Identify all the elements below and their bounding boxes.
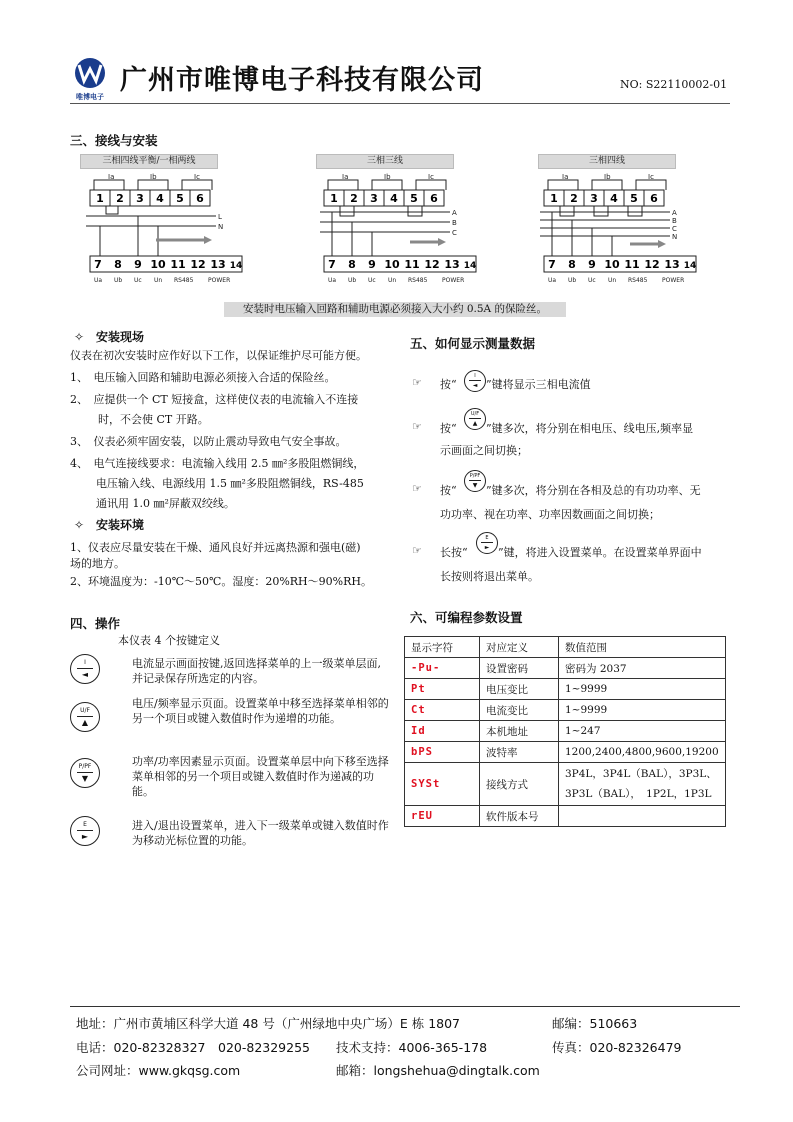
svg-text:Uc: Uc [368, 277, 376, 284]
lcd-code: Ct [405, 700, 480, 721]
key-enter-desc: 进入/退出设置菜单，进入下一级菜单或键入数值时作为移动光标位置的功能。 [132, 819, 389, 847]
param-def: 波特率 [480, 742, 559, 763]
svg-text:POWER: POWER [442, 277, 465, 284]
svg-text:13: 13 [664, 258, 680, 271]
pointing-hand-icon: ☞ [412, 482, 422, 495]
operation-title: 四、操作 [70, 616, 121, 631]
table-row [405, 763, 726, 806]
svg-text:13: 13 [444, 258, 460, 271]
key-voltage-icon: U/F ▲ [464, 408, 486, 430]
svg-text:11: 11 [624, 258, 640, 271]
svg-text:12: 12 [424, 258, 440, 271]
terminal-block-bottom [90, 256, 242, 272]
svg-text:8: 8 [348, 258, 356, 271]
svg-text:13: 13 [210, 258, 226, 271]
lcd-code: -Pu- [405, 658, 480, 679]
svg-text:7: 7 [328, 258, 336, 271]
fuse-note: 安装时电压输入回路和辅助电源必须接入大小约 0.5A 的保险丝。 [224, 302, 566, 317]
current-label-ia: Ia [108, 173, 115, 181]
param-range: 3P4L，3P4L（BAL），3P3L、 3P3L（BAL）， 1P2L，1P3L [559, 763, 726, 806]
svg-text:7: 7 [94, 258, 102, 271]
footer-postcode: 邮编：510663 [552, 1016, 638, 1031]
key-power-desc: 功率/功率因素显示页面。设置菜单层中向下移至选择菜单相邻的另一个项目或键入数值时作为递减的功能。 [132, 755, 389, 798]
document-number: NO: S22110002-01 [620, 78, 728, 91]
svg-text:Ia: Ia [342, 173, 349, 181]
install-site-item-4-cont1: 电压输入线、电源线用 1.5 ㎜²多股阻燃铜线，RS-485 [96, 477, 364, 490]
svg-text:6: 6 [196, 192, 204, 205]
param-def: 本机地址 [480, 721, 559, 742]
svg-text:12: 12 [644, 258, 660, 271]
svg-text:C: C [452, 229, 457, 237]
company-name: 广州市唯博电子科技有限公司 [120, 65, 484, 96]
svg-text:5: 5 [176, 192, 184, 205]
logo-mark-icon [70, 56, 110, 90]
terminal-block-top [90, 190, 210, 206]
line-label-l: L [218, 213, 222, 221]
svg-text:3: 3 [590, 192, 598, 205]
key-power-icon: P/PF ▼ [464, 470, 486, 492]
svg-text:5: 5 [410, 192, 418, 205]
svg-text:12: 12 [190, 258, 206, 271]
svg-text:2: 2 [350, 192, 358, 205]
svg-text:1: 1 [330, 192, 338, 205]
svg-text:Ic: Ic [648, 173, 654, 181]
svg-text:B: B [672, 217, 677, 225]
footer-address: 地址：广州市黄埔区科学大道 48 号（广州绿地中央广场）E 栋 1807 [76, 1016, 461, 1031]
pointing-hand-icon: ☞ [412, 420, 422, 433]
svg-text:Ib: Ib [604, 173, 611, 181]
install-site-item-4-cont2: 通讯用 1.0 ㎜²屏蔽双绞线。 [96, 497, 235, 510]
install-site-item-2: 2、 应提供一个 CT 短接盒，这样使仪表的电流输入不连接 [70, 393, 359, 406]
key-power-button[interactable]: P/PF ▼ [70, 758, 100, 788]
footer-support: 技术支持：4006-365-178 [336, 1040, 488, 1055]
footer-email-link[interactable]: 邮箱：longshehua@dingtalk.com [336, 1063, 540, 1078]
param-def: 电压变比 [480, 679, 559, 700]
wiring-diagram-3p4l [540, 172, 700, 286]
svg-text:Ub: Ub [348, 277, 357, 284]
param-range [559, 806, 726, 827]
param-table [404, 636, 726, 827]
svg-text:Ua: Ua [94, 277, 103, 284]
svg-text:2: 2 [570, 192, 578, 205]
footer-fax: 传真：020-82326479 [552, 1040, 682, 1055]
param-def: 软件版本号 [480, 806, 559, 827]
diagram-label-3: 三相四线 [538, 154, 676, 169]
svg-text:RS485: RS485 [628, 277, 648, 284]
wiring-diagram-single-phase [86, 172, 246, 286]
svg-text:5: 5 [630, 192, 638, 205]
install-site-intro: 仪表在初次安装时应作好以下工作，以保证维护尽可能方便。 [70, 349, 367, 362]
param-range: 1200,2400,4800,9600,19200 [559, 742, 726, 763]
footer-phone: 电话：020-82328327 020-82329255 [76, 1040, 310, 1055]
col-header-range: 数值范围 [559, 637, 726, 658]
svg-text:14: 14 [683, 261, 697, 271]
svg-text:Uc: Uc [588, 277, 596, 284]
table-row [405, 742, 726, 763]
svg-text:10: 10 [384, 258, 400, 271]
svg-text:7: 7 [548, 258, 556, 271]
display-item-2: ☞ 按“ U/F ▲ ”键多次，将分别在相电压、线电压,频率显 示画面之间切换； [412, 408, 732, 458]
svg-text:Uc: Uc [134, 277, 142, 284]
param-settings-title: 六、可编程参数设置 [410, 610, 523, 625]
right-arrow-icon: ► [81, 832, 89, 841]
svg-text:9: 9 [368, 258, 376, 271]
install-site-item-2-cont: 时，不会使 CT 开路。 [98, 413, 209, 426]
pointing-hand-icon: ☞ [412, 544, 422, 557]
install-env-item-2: 2、环境温度为：-10℃～50℃。湿度：20%RH～90%RH。 [70, 575, 372, 588]
install-site-title: ✧ 安装现场 [74, 330, 145, 344]
svg-text:8: 8 [568, 258, 576, 271]
key-current-desc: 电流显示画面按键,返回选择菜单的上一级菜单层面,并记录保存所选定的内容。 [132, 657, 381, 685]
svg-text:Ub: Ub [568, 277, 577, 284]
wiring-diagram-3p3l [320, 172, 480, 286]
table-row [405, 806, 726, 827]
col-header-def: 对应定义 [480, 637, 559, 658]
operation-subtitle: 本仪表 4 个按键定义 [118, 634, 220, 647]
param-range: 1~9999 [559, 679, 726, 700]
lcd-code: bPS [405, 742, 480, 763]
lcd-code: rEU [405, 806, 480, 827]
diagram-label-1: 三相四线平衡/一相两线 [80, 154, 218, 169]
svg-text:Un: Un [608, 277, 617, 284]
install-env-title: ✧ 安装环境 [74, 518, 145, 532]
svg-text:10: 10 [604, 258, 620, 271]
param-def: 电流变比 [480, 700, 559, 721]
svg-text:B: B [452, 219, 457, 227]
svg-text:14: 14 [229, 261, 243, 271]
param-def: 设置密码 [480, 658, 559, 679]
svg-text:6: 6 [430, 192, 438, 205]
install-env-item-1-cont: 场的地方。 [70, 557, 125, 570]
install-site-item-1: 1、 电压输入回路和辅助电源必须接入合适的保险丝。 [70, 371, 336, 384]
key-enter-icon: E ► [476, 532, 498, 554]
svg-text:Ic: Ic [428, 173, 434, 181]
lcd-code: SYSt [405, 763, 480, 806]
up-arrow-icon: ▲ [81, 718, 89, 727]
svg-text:8: 8 [114, 258, 122, 271]
table-row [405, 721, 726, 742]
svg-text:4: 4 [390, 192, 398, 205]
lcd-code: Id [405, 721, 480, 742]
col-header-code: 显示字符 [405, 637, 480, 658]
svg-text:3: 3 [370, 192, 378, 205]
footer-website-link[interactable]: 公司网址：www.gkqsg.com [76, 1063, 241, 1078]
key-voltage-button[interactable]: U/F ▲ [70, 702, 100, 732]
diagram-label-2: 三相三线 [316, 154, 454, 169]
display-data-title: 五、如何显示测量数据 [410, 336, 536, 351]
display-item-4: ☞ 长按“ E ► ”键，将进入设置菜单。在设置菜单界面中 长按则将退出菜单。 [412, 532, 732, 582]
svg-text:4: 4 [610, 192, 618, 205]
table-header-row [405, 637, 726, 658]
svg-text:Ia: Ia [562, 173, 569, 181]
left-arrow-icon: ◄ [81, 670, 89, 679]
key-enter-button[interactable]: E ► [70, 816, 100, 846]
down-arrow-icon: ▼ [81, 774, 89, 783]
param-range: 1~247 [559, 721, 726, 742]
svg-text:POWER: POWER [208, 277, 231, 284]
pointing-hand-icon: ☞ [412, 376, 422, 389]
svg-text:9: 9 [134, 258, 142, 271]
svg-text:1: 1 [96, 192, 104, 205]
svg-text:9: 9 [588, 258, 596, 271]
table-row [405, 679, 726, 700]
section-wiring-title: 三、接线与安装 [70, 133, 158, 148]
current-label-ic: Ic [194, 173, 200, 181]
param-range: 1~9999 [559, 700, 726, 721]
svg-text:Un: Un [154, 277, 163, 284]
key-voltage-desc: 电压/频率显示页面。设置菜单中移至选择菜单相邻的另一个项目或键入数值时作为递增的功能。 [132, 697, 389, 725]
svg-text:RS485: RS485 [408, 277, 428, 284]
logo-text: 唯博电子 [76, 93, 104, 101]
svg-text:Ua: Ua [328, 277, 337, 284]
line-label-n: N [218, 223, 224, 231]
footer-rule [70, 1006, 740, 1007]
svg-text:Ub: Ub [114, 277, 123, 284]
svg-text:POWER: POWER [662, 277, 685, 284]
svg-text:6: 6 [650, 192, 658, 205]
svg-text:2: 2 [116, 192, 124, 205]
svg-text:C: C [672, 225, 677, 233]
svg-text:10: 10 [150, 258, 166, 271]
header-rule [70, 103, 730, 104]
lcd-code: Pt [405, 679, 480, 700]
table-row [405, 658, 726, 679]
svg-text:Ua: Ua [548, 277, 557, 284]
install-env-item-1: 1、仪表应尽量安装在干燥、通风良好并远离热源和强电(磁) [70, 541, 361, 554]
key-current-button[interactable]: I ◄ [70, 654, 100, 684]
svg-text:Ib: Ib [384, 173, 391, 181]
svg-text:1: 1 [550, 192, 558, 205]
param-def: 接线方式 [480, 763, 559, 806]
install-site-item-4: 4、 电气连接线要求：电流输入线用 2.5 ㎜²多股阻燃铜线， [70, 457, 365, 470]
svg-text:A: A [672, 209, 677, 217]
current-clamps [94, 180, 212, 190]
display-item-3: ☞ 按“ P/PF ▼ ”键多次，将分别在各相及总的有功功率、无 功功率、视在功率、功率因数画面之间切换； [412, 470, 732, 520]
svg-text:N: N [672, 233, 678, 241]
key-current-icon: I ◄ [464, 370, 486, 392]
svg-text:Un: Un [388, 277, 397, 284]
svg-text:11: 11 [404, 258, 420, 271]
svg-text:14: 14 [463, 261, 477, 271]
svg-text:3: 3 [136, 192, 144, 205]
svg-text:4: 4 [156, 192, 164, 205]
param-range: 密码为 2037 [559, 658, 726, 679]
display-item-1: ☞ 按“ I ◄ ”键将显示三相电流值 [412, 368, 732, 398]
table-row [405, 700, 726, 721]
svg-text:RS485: RS485 [174, 277, 194, 284]
svg-text:11: 11 [170, 258, 186, 271]
current-label-ib: Ib [150, 173, 157, 181]
install-site-item-3: 3、 仪表必须牢固安装，以防止震动导致电气安全事故。 [70, 435, 347, 448]
company-logo [70, 56, 110, 102]
svg-text:A: A [452, 209, 457, 217]
